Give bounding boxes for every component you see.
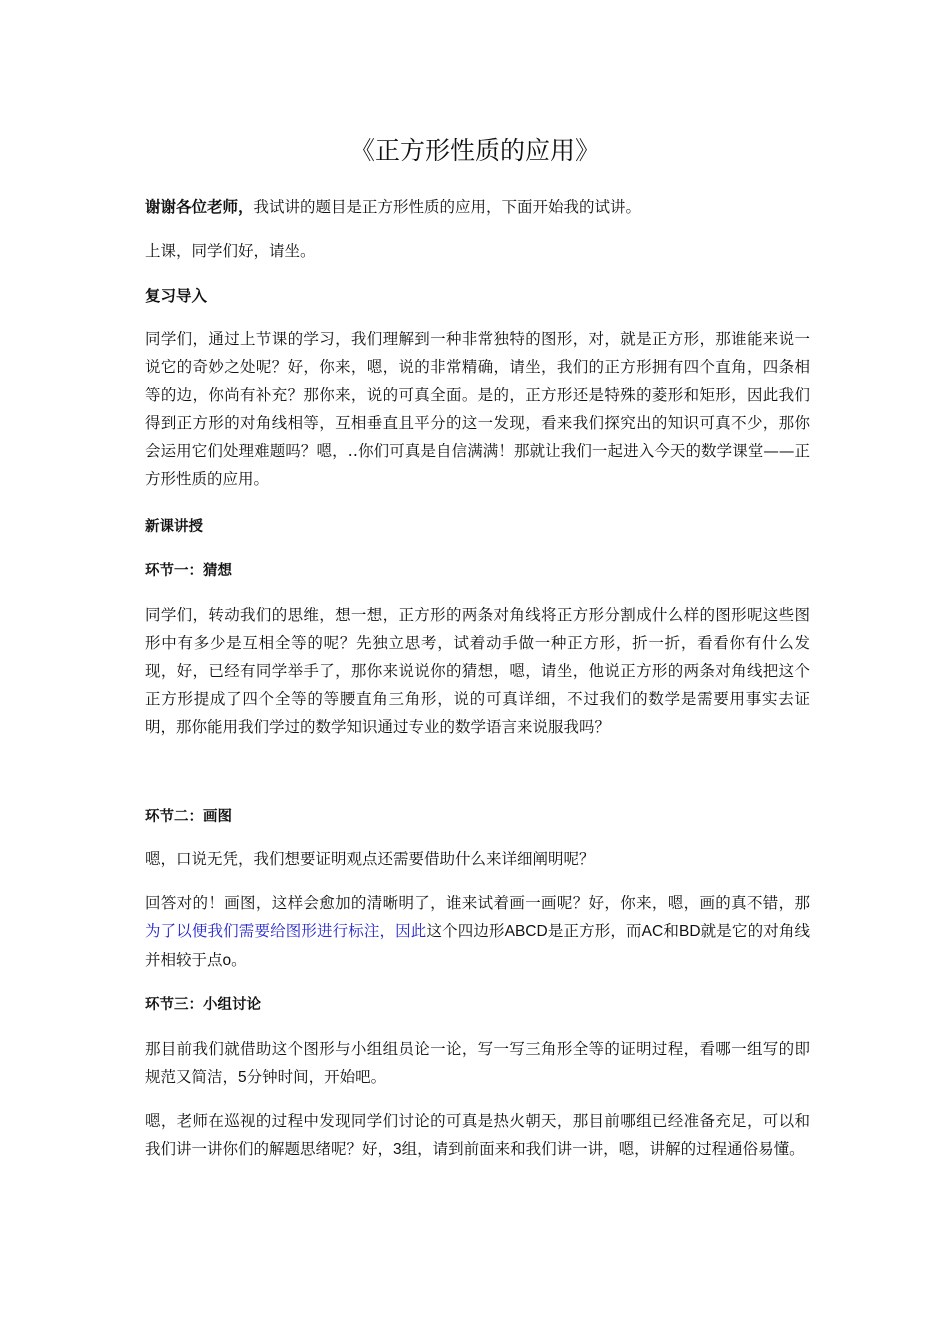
review-heading: 复习导入 xyxy=(145,287,208,305)
step2-paragraph-2 xyxy=(145,889,810,975)
intro-text: 我试讲的题目是正方形性质的应用，下面开始我的试讲。 xyxy=(253,198,642,216)
document-title: 《正方形性质的应用》 xyxy=(349,136,600,165)
step3-p1-text-2: 分钟时间，开始吧。 xyxy=(246,1068,387,1086)
new-lesson-heading: 新课讲授 xyxy=(145,519,203,535)
step2-highlight-text: 为了以便我们需要给图形进行标注，因此 xyxy=(145,922,427,940)
step2-text-2: 这个四边形 xyxy=(426,922,505,940)
minutes-number: 5 xyxy=(238,1069,247,1086)
step2-paragraph-1: 嗯，口说无凭，我们想要证明观点还需要借助什么来详细阐明呢？ xyxy=(145,850,595,868)
step2-text-3: 是正方形，而 xyxy=(547,922,642,940)
review-paragraph: 同学们，通过上节课的学习，我们理解到一种非常独特的图形，对，就是正方形，那谁能来说一说它的奇妙之处呢？好，你来，嗯，说的非常精确，请坐，我们的正方形拥有四个直角，四条相等的边，你尚有补充？那你来，说的可真全面。是的，正方形还是特殊的菱形和矩形，因此我们得到正方形的对角线相等，互相垂直且平分的这一发现，看来我们探究出的知识可真不少，那你会运用它们处理难题吗？嗯，‥你们可真是自信满满！那就让我们一起进入今天的数学课堂——正方形性质的应用。 xyxy=(145,330,810,488)
step2-heading: 环节二：画图 xyxy=(145,809,232,825)
diagonal-label-bd: BD xyxy=(678,923,701,940)
point-label-o: o xyxy=(222,952,232,969)
group-number: 3 xyxy=(393,1141,402,1158)
step2-text-6: 。 xyxy=(231,951,247,969)
step3-p2-text-1: 嗯，老师在巡视的过程中发现同学们讨论的可真是热火朝天，那目前哪组已经准备充足，可以和我们讲一讲你们的解题思绪呢？好， xyxy=(145,1112,810,1158)
step3-paragraph-2 xyxy=(145,1107,810,1164)
intro-paragraph xyxy=(145,193,810,221)
step2-text-4: 和 xyxy=(663,922,679,940)
step2-text-1: 回答对的！画图，这样会愈加的清晰明了，谁来试着画一画呢？好，你来，嗯，画的真不错，那 xyxy=(145,894,810,912)
step3-p2-text-2: 组，请到前面来和我们讲一讲，嗯，讲解的过程通俗易懂。 xyxy=(401,1140,805,1158)
step3-p1-text-1: 那目前我们就借助这个图形与小组组员论一论，写一写三角形全等的证明过程，看哪一组写的即规范又简洁， xyxy=(145,1040,810,1086)
step3-paragraph-1 xyxy=(145,1035,810,1092)
step1-paragraph: 同学们，转动我们的思维，想一想，正方形的两条对角线将正方形分割成什么样的图形呢这些图形中有多少是互相全等的呢？先独立思考，试着动手做一种正方形，折一折，看看你有什么发现，好，已经有同学举手了，那你来说说你的猜想，嗯，请坐，他说正方形的两条对角线把这个正方形提成了四个全等的等腰直角三角形，说的可真详细，不过我们的数学是需要用事实去证明，那你能用我们学过的数学知识通过专业的数学语言来说服我吗？ xyxy=(145,606,810,736)
step1-heading: 环节一：猜想 xyxy=(145,563,232,579)
quad-label-abcd: ABCD xyxy=(504,923,548,940)
greeting-paragraph: 上课，同学们好，请坐。 xyxy=(145,242,316,260)
step3-heading: 环节三：小组讨论 xyxy=(145,997,261,1013)
intro-bold-lead: 谢谢各位老师， xyxy=(145,198,254,216)
diagonal-label-ac: AC xyxy=(641,923,664,940)
step2-text-5: 就是它的对角线并相较于点 xyxy=(145,922,810,969)
